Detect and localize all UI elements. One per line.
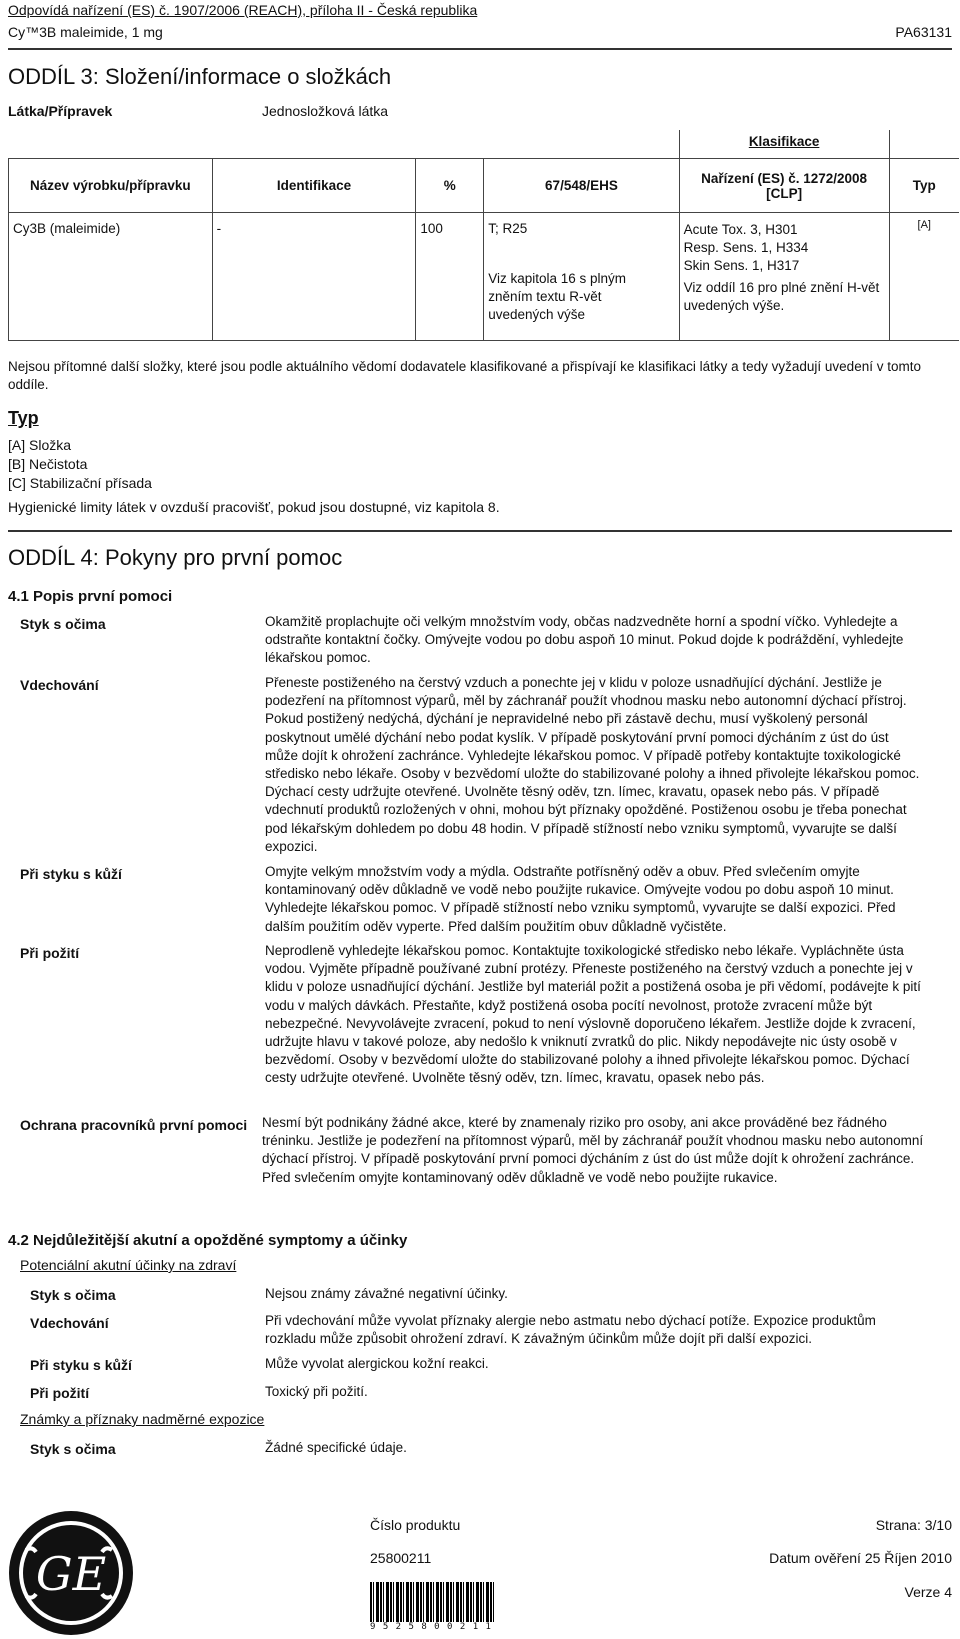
product-name-header: Cy™3B maleimide, 1 mg [8,24,163,40]
first-aid-label-eyes: Styk s očima [20,616,106,632]
typ-item-b: [B] Nečistota [8,456,88,472]
exposure-limits-note: Hygienické limity látek v ovzduší pracovišť, pokud jsou dostupné, viz kapitola 8. [8,499,500,515]
col-clp-header: Nařízení (ES) č. 1272/2008 [CLP] [679,159,889,213]
row-name: Cy3B (maleimide) [9,213,213,341]
first-aid-text-responders: Nesmí být podnikány žádné akce, které by znamenaly riziko pro osoby, ani akce prováděné bez řádného tréninku. Jestliže je podezření na přítomnost výparů, měl by záchranář použít vhodnou masku nebo autonomní dýchací přístroj. V případě poskytování první pomoci dýcháním z úst do úst může dojít k ohrožení zachránce. Před svlečením omyjte kontaminovaný oděv důkladně ve vodě nebo použijte rukavice. [262,1115,924,1185]
barcode-digits: 9 5 2 5 8 0 0 2 1 1 [370,1622,494,1632]
substance-label: Látka/Přípravek [8,103,113,119]
col-pct-header: % [416,159,484,213]
version: Verze 4 [904,1584,952,1600]
barcode [370,1582,494,1622]
first-aid-text-ingestion: Neprodleně vyhledejte lékařskou pomoc. Kontaktujte toxikologické středisko nebo lékaře. Vypláchněte ústa vodou. Vyjměte případně používané zubní protézy. Přeneste postiženého na čerstvý vzduch a ponechte jej v klidu v poloze usnadňující dýchání. Jestliže byl materiál požit a postižená osoba je při vědomí, podávejte k pití vodu v malých dávkách. Přestaňte, když postižená osoba pocítí nevolnost, protože zvracení může být nebezpečné. Nevyvolávejte zvracení, pokud to není výslovně doporučeno lékařem. Jestliže dojde k zvracení, udržujte hlavu v takové poloze, aby nedošlo k vniknutí zvratků do plic. Nikdy nepodávejte nic ústy osobě v bezvědomí. Osoby v bezvědomí uložte do stabilizované polohy a ihned přivolejte lékařskou pomoc. Dýchací cesty udržujte otevřené. Uvolněte těsný oděv, tzn. límec, kravatu, opasek nebo pás. [265,943,921,1086]
first-aid-label-inhalation: Vdechování [20,677,99,693]
section3-title: ODDÍL 3: Složení/informace o složkách [8,64,392,89]
row-eec-note: Viz kapitola 16 s plným zněním textu R-vět uvedených výše [488,271,627,322]
section4-title: ODDÍL 4: Pokyny pro první pomoc [8,545,343,570]
typ-legend [8,436,152,493]
row-typ: [A] [889,213,959,341]
product-code-header: PA63131 [895,24,952,40]
acute-text-eyes: Nejsou známy závažné negativní účinky. [265,1286,508,1301]
first-aid-text-eyes: Okamžitě proplachujte oči velkým množstvím vody, občas nadzvedněte horní a spodní víčko. Vyhledejte a odstraňte kontaktní čočky. Omývejte vodou po dobu aspoň 10 minut. Pokud dojde k podráždění, vyhledejte lékařskou pomoc. [265,614,904,666]
product-number: 25800211 [370,1550,432,1566]
composition-table [8,130,959,341]
row-ident: - [212,213,416,341]
subsection-4-1: 4.1 Popis první pomoci [8,588,173,605]
substance-value: Jednosložková látka [262,103,389,119]
col-name-header: Název výrobku/přípravku [9,159,213,213]
section-rule [8,530,952,532]
signs-text-eyes: Žádné specifické údaje. [265,1440,407,1455]
acute-text-skin: Může vyvolat alergickou kožní reakci. [265,1356,489,1371]
acute-label-eyes: Styk s očima [30,1287,116,1303]
first-aid-text-inhalation: Přeneste postiženého na čerstvý vzduch a ponechte jej v klidu v poloze usnadňující dýchání. Jestliže je podezření na přítomnost výparů, měl by záchranář použít vhodnou masku nebo autonomní dýchací přístroj. Pokud postižený nedýchá, dýchání je nepravidelné nebo při zástavě dechu, musí vyškolený personál poskytnout umělé dýchání nebo podat kyslík. V případě poskytování první pomoci dýcháním z úst do úst může dojít k ohrožení zachránce. Vyhledejte lékařskou pomoc. V případě potřeby kontaktujte toxikologické středisko nebo lékaře. Osoby v bezvědomí uložte do stabilizované polohy a ihned přivolejte lékařskou pomoc. Dýchací cesty udržujte otevřené. Uvolněte těsný oděv, tzn. límec, kravatu, opasek nebo pás. V případě vdechnutí produktů rozložených v ohni, mohou být příznaky opožděné. Postiženou osobu je třeba ponechat pod lékařským dohledem po dobu 48 hodin. V případě stížností nebo vzniku symptomů, vyvarujte se další expozici. [265,675,920,854]
product-number-label: Číslo produktu [370,1517,461,1533]
row-clp-note: Viz oddíl 16 pro plné znění H-vět uvedených výše. [683,280,880,313]
row-clp-1: Acute Tox. 3, H301 [683,222,798,237]
first-aid-label-responders: Ochrana pracovníků první pomoci [20,1117,248,1133]
typ-item-a: [A] Složka [8,437,72,453]
typ-item-c: [C] Stabilizační přísada [8,475,152,491]
col-eec-header: 67/548/EHS [484,159,679,213]
klasifikace-header: Klasifikace [748,134,820,149]
other-components-note: Nejsou přítomné další složky, které jsou podle aktuálního vědomí dodavatele klasifikované a přispívají ke klasifikaci látky a tedy vyžadují uvedení v tomto oddíle. [8,359,921,393]
acute-label-skin: Při styku s kůží [30,1357,132,1373]
revision-date: Datum ověření 25 Říjen 2010 [769,1550,952,1566]
signs-label-eyes: Styk s očima [30,1441,116,1457]
acute-text-inhalation: Při vdechování může vyvolat příznaky alergie nebo astmatu nebo dýchací potíže. Expozice produktům rozkladu může způsobit ohrožení zdraví. K závažným účinkům může dojít při další expozici. [265,1313,876,1347]
acute-effects-heading: Potenciální akutní účinky na zdraví [20,1257,237,1273]
row-clp-3: Skin Sens. 1, H317 [683,258,800,273]
ge-logo [8,1510,134,1636]
row-eec: T; R25 [488,221,528,236]
first-aid-text-skin: Omyjte velkým množstvím vody a mýdla. Odstraňte potřísněný oděv a obuv. Před svlečením omyjte kontaminovaný oděv důkladně ve vodě nebo použijte rukavice. Omývejte vodou po dobu aspoň 10 minut. Vyhledejte lékařskou pomoc. V případě stížností nebo vzniku symptomů, vyvarujte se další expozici. Před dalším použitím oděv vyperte. Před dalším použitím obuv důkladně vyčistěte. [265,864,896,934]
acute-text-ingestion: Toxický při požití. [265,1384,368,1399]
first-aid-label-skin: Při styku s kůží [20,866,122,882]
acute-label-ingestion: Při požití [30,1385,90,1401]
row-clp-2: Resp. Sens. 1, H334 [683,240,809,255]
subsection-4-2: 4.2 Nejdůležitější akutní a opožděné symptomy a účinky [8,1232,408,1249]
col-typ-header: Typ [889,159,959,213]
row-pct: 100 [416,213,484,341]
col-ident-header: Identifikace [212,159,416,213]
regulation-header: Odpovídá nařízení (ES) č. 1907/2006 (REACH), příloha II - Česká republika [8,2,478,18]
header-rule [8,48,952,50]
typ-heading: Typ [8,408,39,428]
ge-logo-text: GE [35,1547,107,1601]
ge-logo-icon [8,1510,134,1636]
signs-heading: Známky a příznaky nadměrné expozice [20,1411,265,1427]
first-aid-label-ingestion: Při požití [20,945,80,961]
acute-label-inhalation: Vdechování [30,1315,109,1331]
page-number: Strana: 3/10 [875,1517,952,1533]
